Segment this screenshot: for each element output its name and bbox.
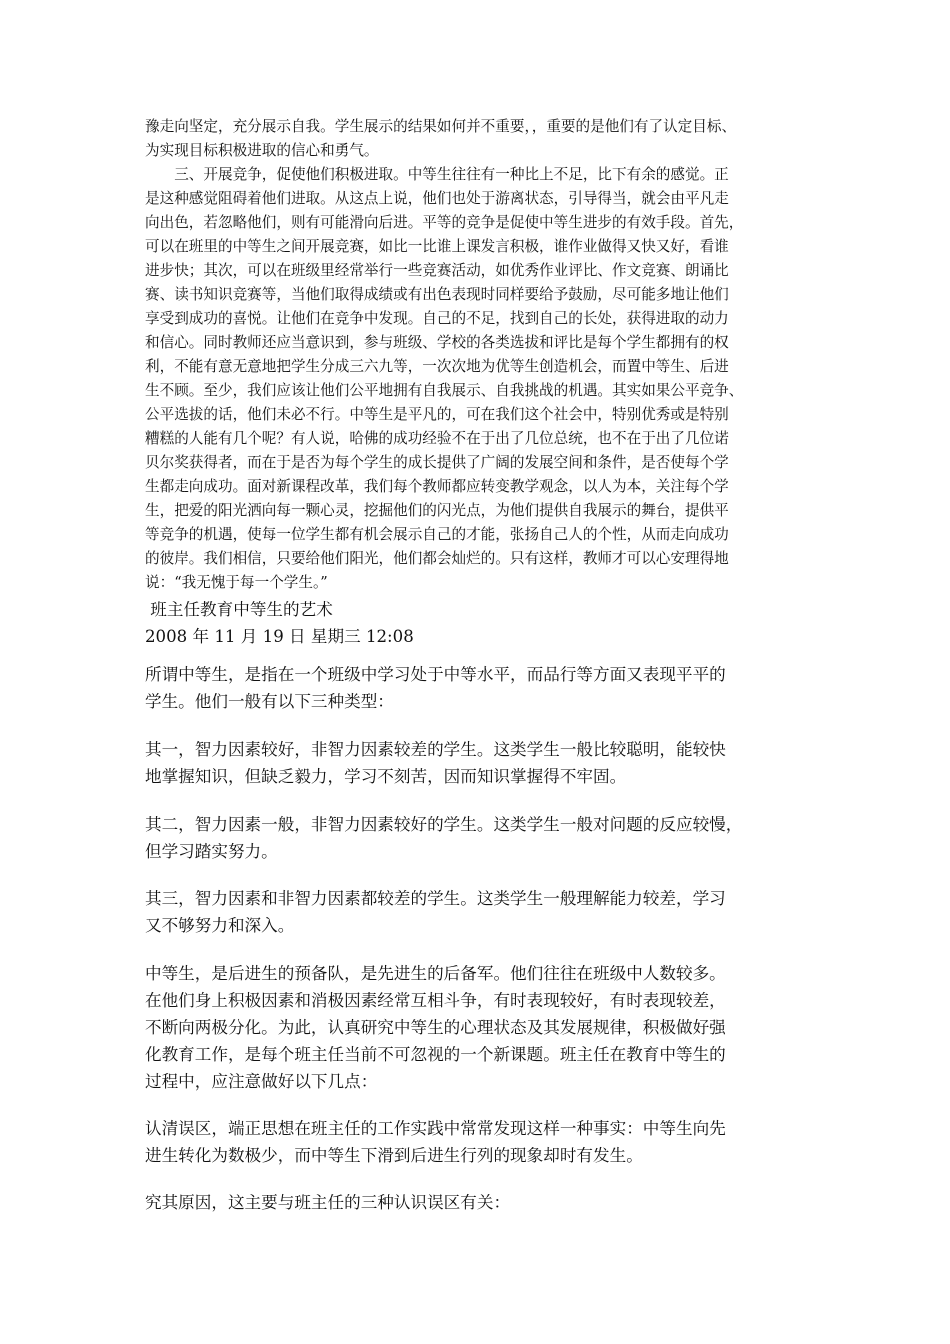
text-line: 利，不能有意无意地把学生分成三六九等，一次次地为优等生创造机会，而置中等生、后进 xyxy=(145,358,729,375)
text-line: 学生。他们一般有以下三种类型： xyxy=(145,692,394,711)
text-line: 和信心。同时教师还应当意识到，参与班级、学校的各类选拔和评比是每个学生都拥有的权 xyxy=(145,334,729,351)
text-line: 豫走向坚定，充分展示自我。学生展示的结果如何并不重要，，重要的是他们有了认定目标、 xyxy=(145,118,737,135)
article-title: 班主任教育中等生的艺术 xyxy=(145,600,333,619)
text-line: 在他们身上积极因素和消极因素经常互相斗争，有时表现较好，有时表现较差， xyxy=(145,991,726,1010)
text-line: 所谓中等生，是指在一个班级中学习处于中等水平，而品行等方面又表现平平的 xyxy=(145,665,726,684)
text-line: 生都走向成功。面对新课程改革，我们每个教师都应转变教学观念，以人为本，关注每个学 xyxy=(145,478,729,495)
text-line: 是这种感觉阻碍着他们进取。从这点上说，他们也处于游离状态，引导得当，就会由平凡走 xyxy=(145,190,729,207)
text-line: 向出色，若忽略他们，则有可能滑向后进。平等的竞争是促使中等生进步的有效手段。首先， xyxy=(145,214,744,231)
text-line: 三、开展竞争，促使他们积极进取。中等生往往有一种比上不足，比下有余的感觉。正 xyxy=(145,166,729,183)
text-line: 进步快；其次，可以在班级里经常举行一些竞赛活动，如优秀作业评比、作文竞赛、朗诵比 xyxy=(145,262,729,279)
text-line: 其二，智力因素一般，非智力因素较好的学生。这类学生一般对问题的反应较慢， xyxy=(145,815,743,834)
text-line: 享受到成功的喜悦。让他们在竞争中发现。自己的不足，找到自己的长处，获得进取的动力 xyxy=(145,310,729,327)
text-line: 赛、读书知识竞赛等，当他们取得成绩或有出色表现时同样要给予鼓励，尽可能多地让他们 xyxy=(145,286,729,303)
text-line: 公平选拔的话，他们未必不行。中等生是平凡的，可在我们这个社会中，特别优秀或是特别 xyxy=(145,406,729,423)
text-line: 认清误区，端正思想在班主任的工作实践中常常发现这样一种事实：中等生向先 xyxy=(145,1119,726,1138)
text-line: 贝尔奖获得者，而在于是否为每个学生的成长提供了广阔的发展空间和条件，是否使每个学 xyxy=(145,454,729,471)
text-line: 其三，智力因素和非智力因素都较差的学生。这类学生一般理解能力较差，学习 xyxy=(145,889,726,908)
text-line: 可以在班里的中等生之间开展竞赛，如比一比谁上课发言积极，谁作业做得又快又好，看谁 xyxy=(145,238,729,255)
text-line: 等竞争的机遇，使每一位学生都有机会展示自己的才能，张扬自己人的个性，从而走向成功 xyxy=(145,526,729,543)
text-line: 究其原因，这主要与班主任的三种认识误区有关： xyxy=(145,1193,511,1212)
text-line: 糟糕的人能有几个呢？有人说，哈佛的成功经验不在于出了几位总统，也不在于出了几位诺 xyxy=(145,430,729,447)
text-line: 过程中，应注意做好以下几点： xyxy=(145,1072,378,1091)
article-date: 2008 年 11 月 19 日 星期三 12:08 xyxy=(145,627,414,646)
text-line: 其一，智力因素较好，非智力因素较差的学生。这类学生一般比较聪明，能较快 xyxy=(145,740,726,759)
text-line: 的彼岸。我们相信，只要给他们阳光，他们都会灿烂的。只有这样，教师才可以心安理得地 xyxy=(145,550,729,567)
text-line: 不断向两极分化。为此，认真研究中等生的心理状态及其发展规律，积极做好强 xyxy=(145,1018,726,1037)
text-line: 但学习踏实努力。 xyxy=(145,842,278,861)
text-line: 生不顾。至少，我们应该让他们公平地拥有自我展示、自我挑战的机遇。其实如果公平竞争、 xyxy=(145,382,744,399)
text-line: 地掌握知识，但缺乏毅力，学习不刻苦，因而知识掌握得不牢固。 xyxy=(145,767,627,786)
text-line: 又不够努力和深入。 xyxy=(145,916,295,935)
text-line: 生，把爱的阳光洒向每一颗心灵，挖掘他们的闪光点，为他们提供自我展示的舞台，提供平 xyxy=(145,502,729,519)
text-line: 中等生，是后进生的预备队，是先进生的后备军。他们往往在班级中人数较多。 xyxy=(145,964,726,983)
text-line: 为实现目标积极进取的信心和勇气。 xyxy=(145,142,379,159)
text-line: 进生转化为数极少，而中等生下滑到后进生行列的现象却时有发生。 xyxy=(145,1146,643,1165)
text-line: 化教育工作，是每个班主任当前不可忽视的一个新课题。班主任在教育中等生的 xyxy=(145,1045,726,1064)
text-line: 说：“我无愧于每一个学生。” xyxy=(145,574,328,591)
